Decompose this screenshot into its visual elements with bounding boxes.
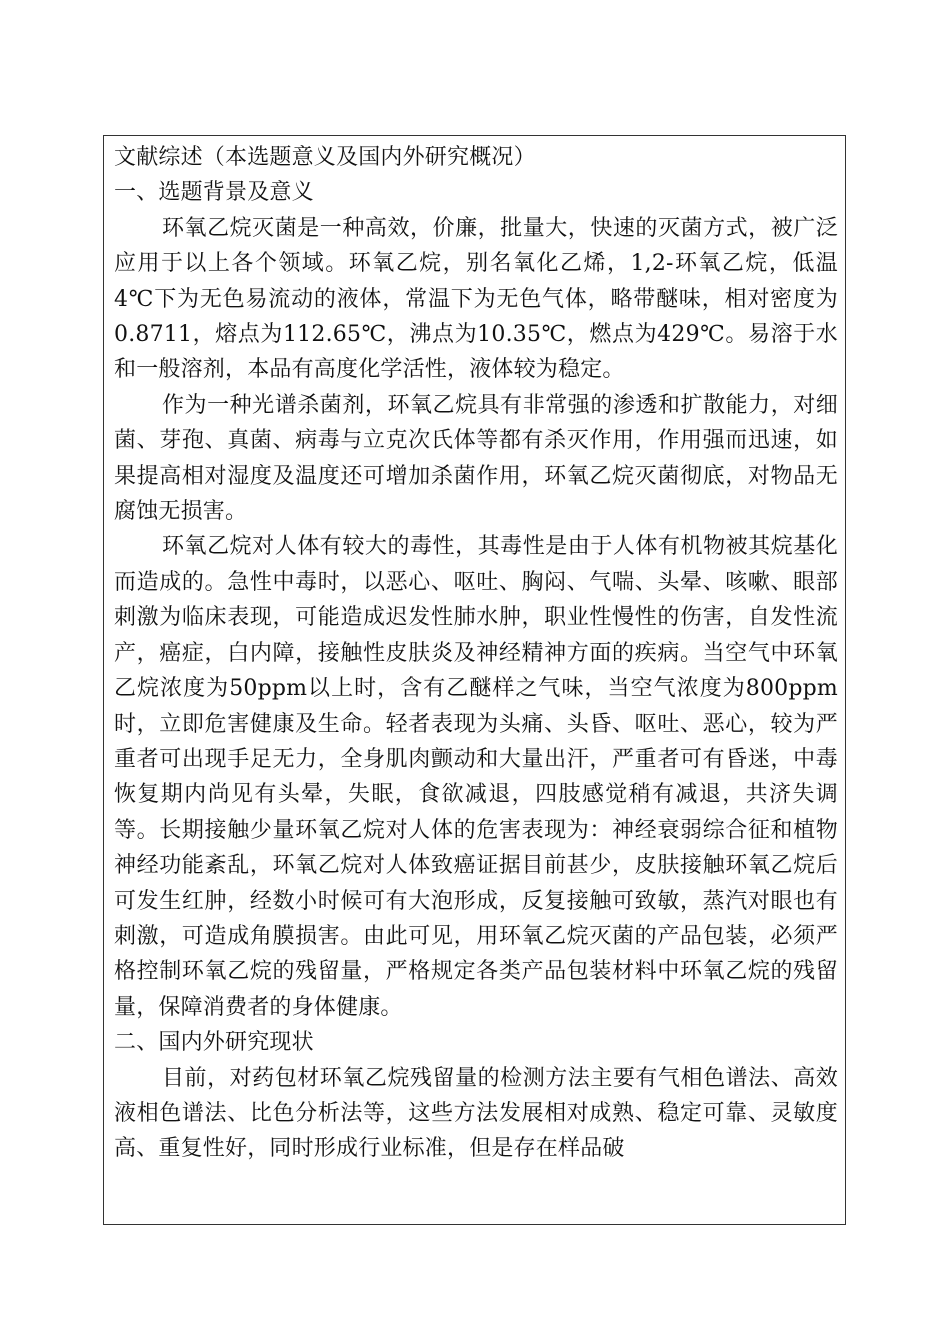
literature-review-box — [103, 135, 846, 1225]
box-title: 文献综述（本选题意义及国内外研究概况） — [114, 145, 536, 170]
section-heading-background: 一、选题背景及意义 — [114, 180, 314, 206]
paragraph-bactericidal-action: 作为一种光谱杀菌剂，环氧乙烷具有非常强的渗透和扩散能力，对细菌、芽孢、真菌、病毒与立克次氏体等都有杀灭作用，作用强而迅速，如果提高相对湿度及温度还可增加杀菌作用，环氧乙烷灭菌彻底，对物品无腐蚀无损害。 — [114, 392, 838, 525]
paragraph-sterilization-overview: 环氧乙烷灭菌是一种高效，价廉，批量大，快速的灭菌方式，被广泛应用于以上各个领域。环氧乙烷，别名氧化乙烯，1,2-环氧乙烷，低温4℃下为无色易流动的液体，常温下为无色气体，略带醚味，相对密度为0.8711，熔点为112.65℃，沸点为10.35℃，燃点为429℃。易溶于水和一般溶剂，本品有高度化学活性，液体较为稳定。 — [114, 215, 838, 383]
document-body — [114, 140, 838, 1167]
paragraph-toxicity: 环氧乙烷对人体有较大的毒性，其毒性是由于人体有机物被其烷基化而造成的。急性中毒时，以恶心、呕吐、胸闷、气喘、头晕、咳嗽、眼部刺激为临床表现，可能造成迟发性肺水肿，职业性慢性的伤害，自发性流产，癌症，白内障，接触性皮肤炎及神经精神方面的疾病。当空气中环氧乙烷浓度为50ppm以上时，含有乙醚样之气味，当空气浓度为800ppm时，立即危害健康及生命。轻者表现为头痛、头昏、呕吐、恶心，较为严重者可出现手足无力，全身肌肉颤动和大量出汗，严重者可有昏迷，中毒恢复期内尚见有头晕，失眠，食欲减退，四肢感觉稍有减退，共济失调等。长期接触少量环氧乙烷对人体的危害表现为：神经衰弱综合征和植物神经功能紊乱，环氧乙烷对人体致癌证据目前甚少，皮肤接触环氧乙烷后可发生红肿，经数小时候可有大泡形成，反复接触可致敏，蒸汽对眼也有刺激，可造成角膜损害。由此可见，用环氧乙烷灭菌的产品包装，必须严格控制环氧乙烷的残留量，严格规定各类产品包装材料中环氧乙烷的残留量，保障消费者的身体健康。 — [114, 534, 838, 1020]
section-heading-research-status: 二、国内外研究现状 — [114, 1030, 314, 1056]
paragraph-detection-methods: 目前，对药包材环氧乙烷残留量的检测方法主要有气相色谱法、高效液相色谱法、比色分析法等，这些方法发展相对成熟、稳定可靠、灵敏度高、重复性好，同时形成行业标准，但是存在样品破 — [114, 1065, 838, 1162]
